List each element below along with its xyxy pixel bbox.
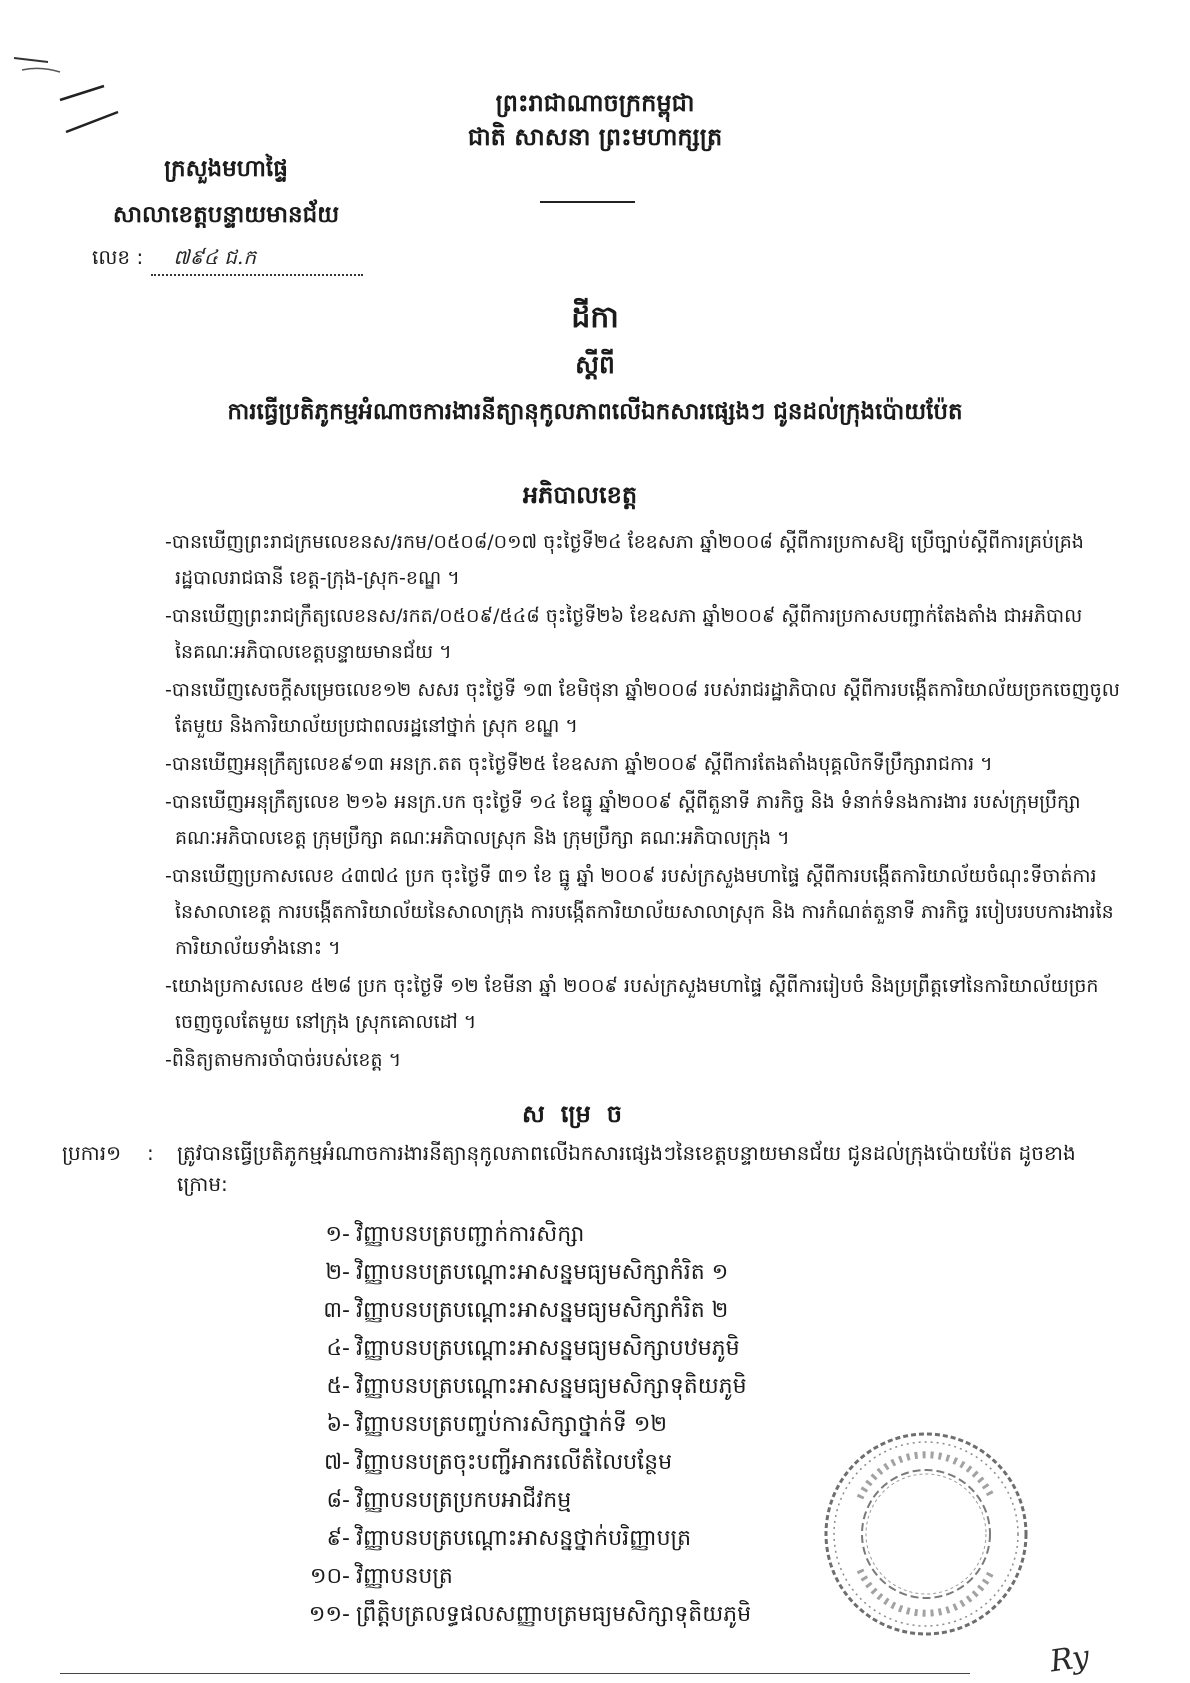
document-number-value: ៧៩៤ ជ.ក <box>151 240 363 276</box>
list-item-number: ២- <box>325 1260 350 1285</box>
list-item-text: វិញ្ញាបនបត្របណ្តោះអាសន្នមធ្យមសិក្សាកំរិត ១ <box>356 1260 729 1285</box>
ministry-name: ក្រសួងមហាផ្ទៃ <box>164 156 288 182</box>
recital-paragraph: -បានឃើញប្រកាសលេខ ៤៣៧៤ ប្រក ចុះថ្ងៃទី ៣១ ខែ ធ្នូ ឆ្នាំ ២០០៩ របស់ក្រសួងមហាផ្ទៃ ស្តីពីការបង្កើតការិយាល័យចំណុះទីចាត់ការ នៃសាលាខេត្ត ការបង្កើតការិយាល័យនៃសាលាក្រុង ការបង្កើតការិយាល័យសាលាស្រុក និង ការកំណត់តួនាទី ភារកិច្ច របៀបរបបការងារនៃការិយាល័យទាំងនោះ ។ <box>165 865 1114 959</box>
kingdom-name: ព្រះរាជាណាចក្រកម្ពុជា <box>495 89 695 117</box>
list-item-number: ៥- <box>326 1374 350 1399</box>
document-about: ស្តីពី <box>575 350 615 379</box>
list-item-number: ១១- <box>308 1602 350 1627</box>
recital-paragraph: -បានឃើញសេចក្តីសម្រេចលេខ១២ សសរ ចុះថ្ងៃទី ១៣ ខែមិថុនា ឆ្នាំ២០០៨ របស់រាជរដ្ឋាភិបាល ស្តីពីការបង្កើតការិយាល័យច្រកចេញចូលតែមួយ និងការិយាល័យប្រជាពលរដ្ឋនៅថ្នាក់ ស្រុក ខណ្ឌ ។ <box>165 679 1120 737</box>
official-seal-stamp <box>820 1428 1032 1640</box>
list-item-text: វិញ្ញាបនបត្របណ្តោះអាសន្នមធ្យមសិក្សាកំរិត ២ <box>356 1298 729 1323</box>
list-item-text: វិញ្ញាបនបត្របញ្ចប់ការសិក្សាថ្នាក់ទី ១២ <box>356 1412 667 1437</box>
signatory-title: អភិបាលខេត្ត <box>522 481 638 509</box>
kingdom-header <box>295 86 895 154</box>
document-type: ដីកា <box>571 300 619 335</box>
article-1-text: ត្រូវបានធ្វើប្រតិភូកម្មអំណាចការងារនីត្យានុកូលភាពលើឯកសារផ្សេងៗនៃខេត្តបន្ទាយមានជ័យ ជូនដល់ក្រុងប៉ោយប៉ែត ដូចខាងក្រោម: <box>177 1141 1076 1196</box>
national-motto: ជាតិ សាសនា ព្រះមហាក្សត្រ <box>467 123 723 151</box>
list-item-text: ព្រឹត្តិបត្រលទ្ធផលសញ្ញាបត្រមធ្យមសិក្សាទុតិយភូមិ <box>356 1602 752 1627</box>
list-item <box>290 1406 850 1444</box>
header-separator <box>540 201 635 203</box>
recital-paragraph: -បានឃើញអនុក្រឹត្យលេខ៩១៣ អនក្រ.តត ចុះថ្ងៃទី២៥ ខែឧសភា ឆ្នាំ២០០៩ ស្តីពីការតែងតាំងបុគ្គលិកទីប្រឹក្សារាជការ ។ <box>165 753 993 775</box>
issuing-authority <box>66 146 386 238</box>
list-item-number: ៣- <box>323 1298 350 1323</box>
list-item <box>290 1444 850 1482</box>
recital-paragraph: -បានឃើញអនុក្រឹត្យលេខ ២១៦ អនក្រ.បក ចុះថ្ងៃទី ១៤ ខែធ្នូ ឆ្នាំ២០០៩ ស្តីពីតួនាទី ភារកិច្ច និង ទំនាក់ទំនងការងារ របស់ក្រុមប្រឹក្សា គណៈអភិបាលខេត្ត ក្រុមប្រឹក្សា គណៈអភិបាលស្រុក និង ក្រុមប្រឹក្សា គណៈអភិបាលក្រុង ។ <box>165 791 1081 849</box>
certificate-list <box>290 1216 850 1634</box>
provincial-office-name: សាលាខេត្តបន្ទាយមានជ័យ <box>112 202 340 228</box>
list-item <box>290 1520 850 1558</box>
handwritten-initials: Ry <box>1047 1639 1092 1680</box>
footer-rule <box>60 1673 970 1674</box>
list-item <box>290 1596 850 1634</box>
list-item-number: ៤- <box>326 1336 350 1361</box>
document-number <box>92 240 372 276</box>
list-item <box>290 1254 850 1292</box>
list-item-number: ១០- <box>309 1564 350 1589</box>
article-1-label: ប្រការ១ <box>62 1141 122 1165</box>
recital-paragraph: -ពិនិត្យតាមការចាំបាច់របស់ខេត្ត ។ <box>165 1049 402 1071</box>
article-1-colon: : <box>147 1141 154 1165</box>
margin-scribbles <box>0 20 180 150</box>
list-item-number: ៨- <box>326 1488 350 1513</box>
list-item <box>290 1368 850 1406</box>
list-item <box>290 1292 850 1330</box>
decision-heading: សម្រេច <box>521 1100 639 1128</box>
recital-paragraph: -យោងប្រកាសលេខ ៥២៨ ប្រក ចុះថ្ងៃទី ១២ ខែមីនា ឆ្នាំ ២០០៩ របស់ក្រសួងមហាផ្ទៃ ស្តីពីការរៀបចំ និងប្រព្រឹត្តទៅនៃការិយាល័យច្រកចេញចូលតែមួយ នៅក្រុង ស្រុកគោលដៅ ។ <box>165 975 1099 1033</box>
list-item-text: វិញ្ញាបនបត្របញ្ជាក់ការសិក្សា <box>356 1222 585 1247</box>
list-item-text: វិញ្ញាបនបត្របណ្តោះអាសន្នមធ្យមសិក្សាទុតិយភូមិ <box>356 1374 747 1399</box>
list-item-text: វិញ្ញាបនបត្របណ្តោះអាសន្នថ្នាក់បរិញ្ញាបត្រ <box>356 1526 692 1551</box>
list-item <box>290 1558 850 1596</box>
list-item-text: វិញ្ញាបនបត្រចុះបញ្ជីអាករលើតំលៃបន្ថែម <box>356 1450 673 1475</box>
document-number-label: លេខ : <box>92 245 144 269</box>
list-item <box>290 1482 850 1520</box>
recital-paragraph: -បានឃើញព្រះរាជក្រឹត្យលេខនស/រកត/០៥០៩/៥៤៨ ចុះថ្ងៃទី២៦ ខែឧសភា ឆ្នាំ២០០៩ ស្តីពីការប្រកាសបញ្ជាក់តែងតាំង ជាអភិបាល នៃគណៈអភិបាលខេត្តបន្ទាយមានជ័យ ។ <box>165 605 1083 663</box>
list-item-number: ៧- <box>324 1450 350 1475</box>
recital-paragraph: -បានឃើញព្រះរាជក្រមលេខនស/រកម/០៥០៨/០១៧ ចុះថ្ងៃទី២៤ ខែឧសភា ឆ្នាំ២០០៨ ស្តីពីការប្រកាសឱ្យ ប្រើច្បាប់ស្តីពីការគ្រប់គ្រងរដ្ឋបាលរាជធានី ខេត្ត-ក្រុង-ស្រុក-ខណ្ឌ ។ <box>165 531 1084 589</box>
list-item <box>290 1330 850 1368</box>
article-1 <box>62 1138 1112 1200</box>
list-item-number: ៩- <box>326 1526 350 1551</box>
list-item-number: ១- <box>325 1222 350 1247</box>
list-item-text: វិញ្ញាបនបត្របណ្តោះអាសន្នមធ្យមសិក្សាបឋមភូមិ <box>356 1336 740 1361</box>
list-item-text: វិញ្ញាបនបត្រប្រកបអាជីវកម្ម <box>356 1488 572 1513</box>
list-item <box>290 1216 850 1254</box>
list-item-number: ៦- <box>326 1412 350 1437</box>
list-item-text: វិញ្ញាបនបត្រ <box>356 1564 453 1589</box>
document-subject: ការធ្វើប្រតិភូកម្មអំណាចការងារនីត្យានុកូលភាពលើឯកសារផ្សេងៗ ជូនដល់ក្រុងប៉ោយប៉ែត <box>227 399 963 425</box>
